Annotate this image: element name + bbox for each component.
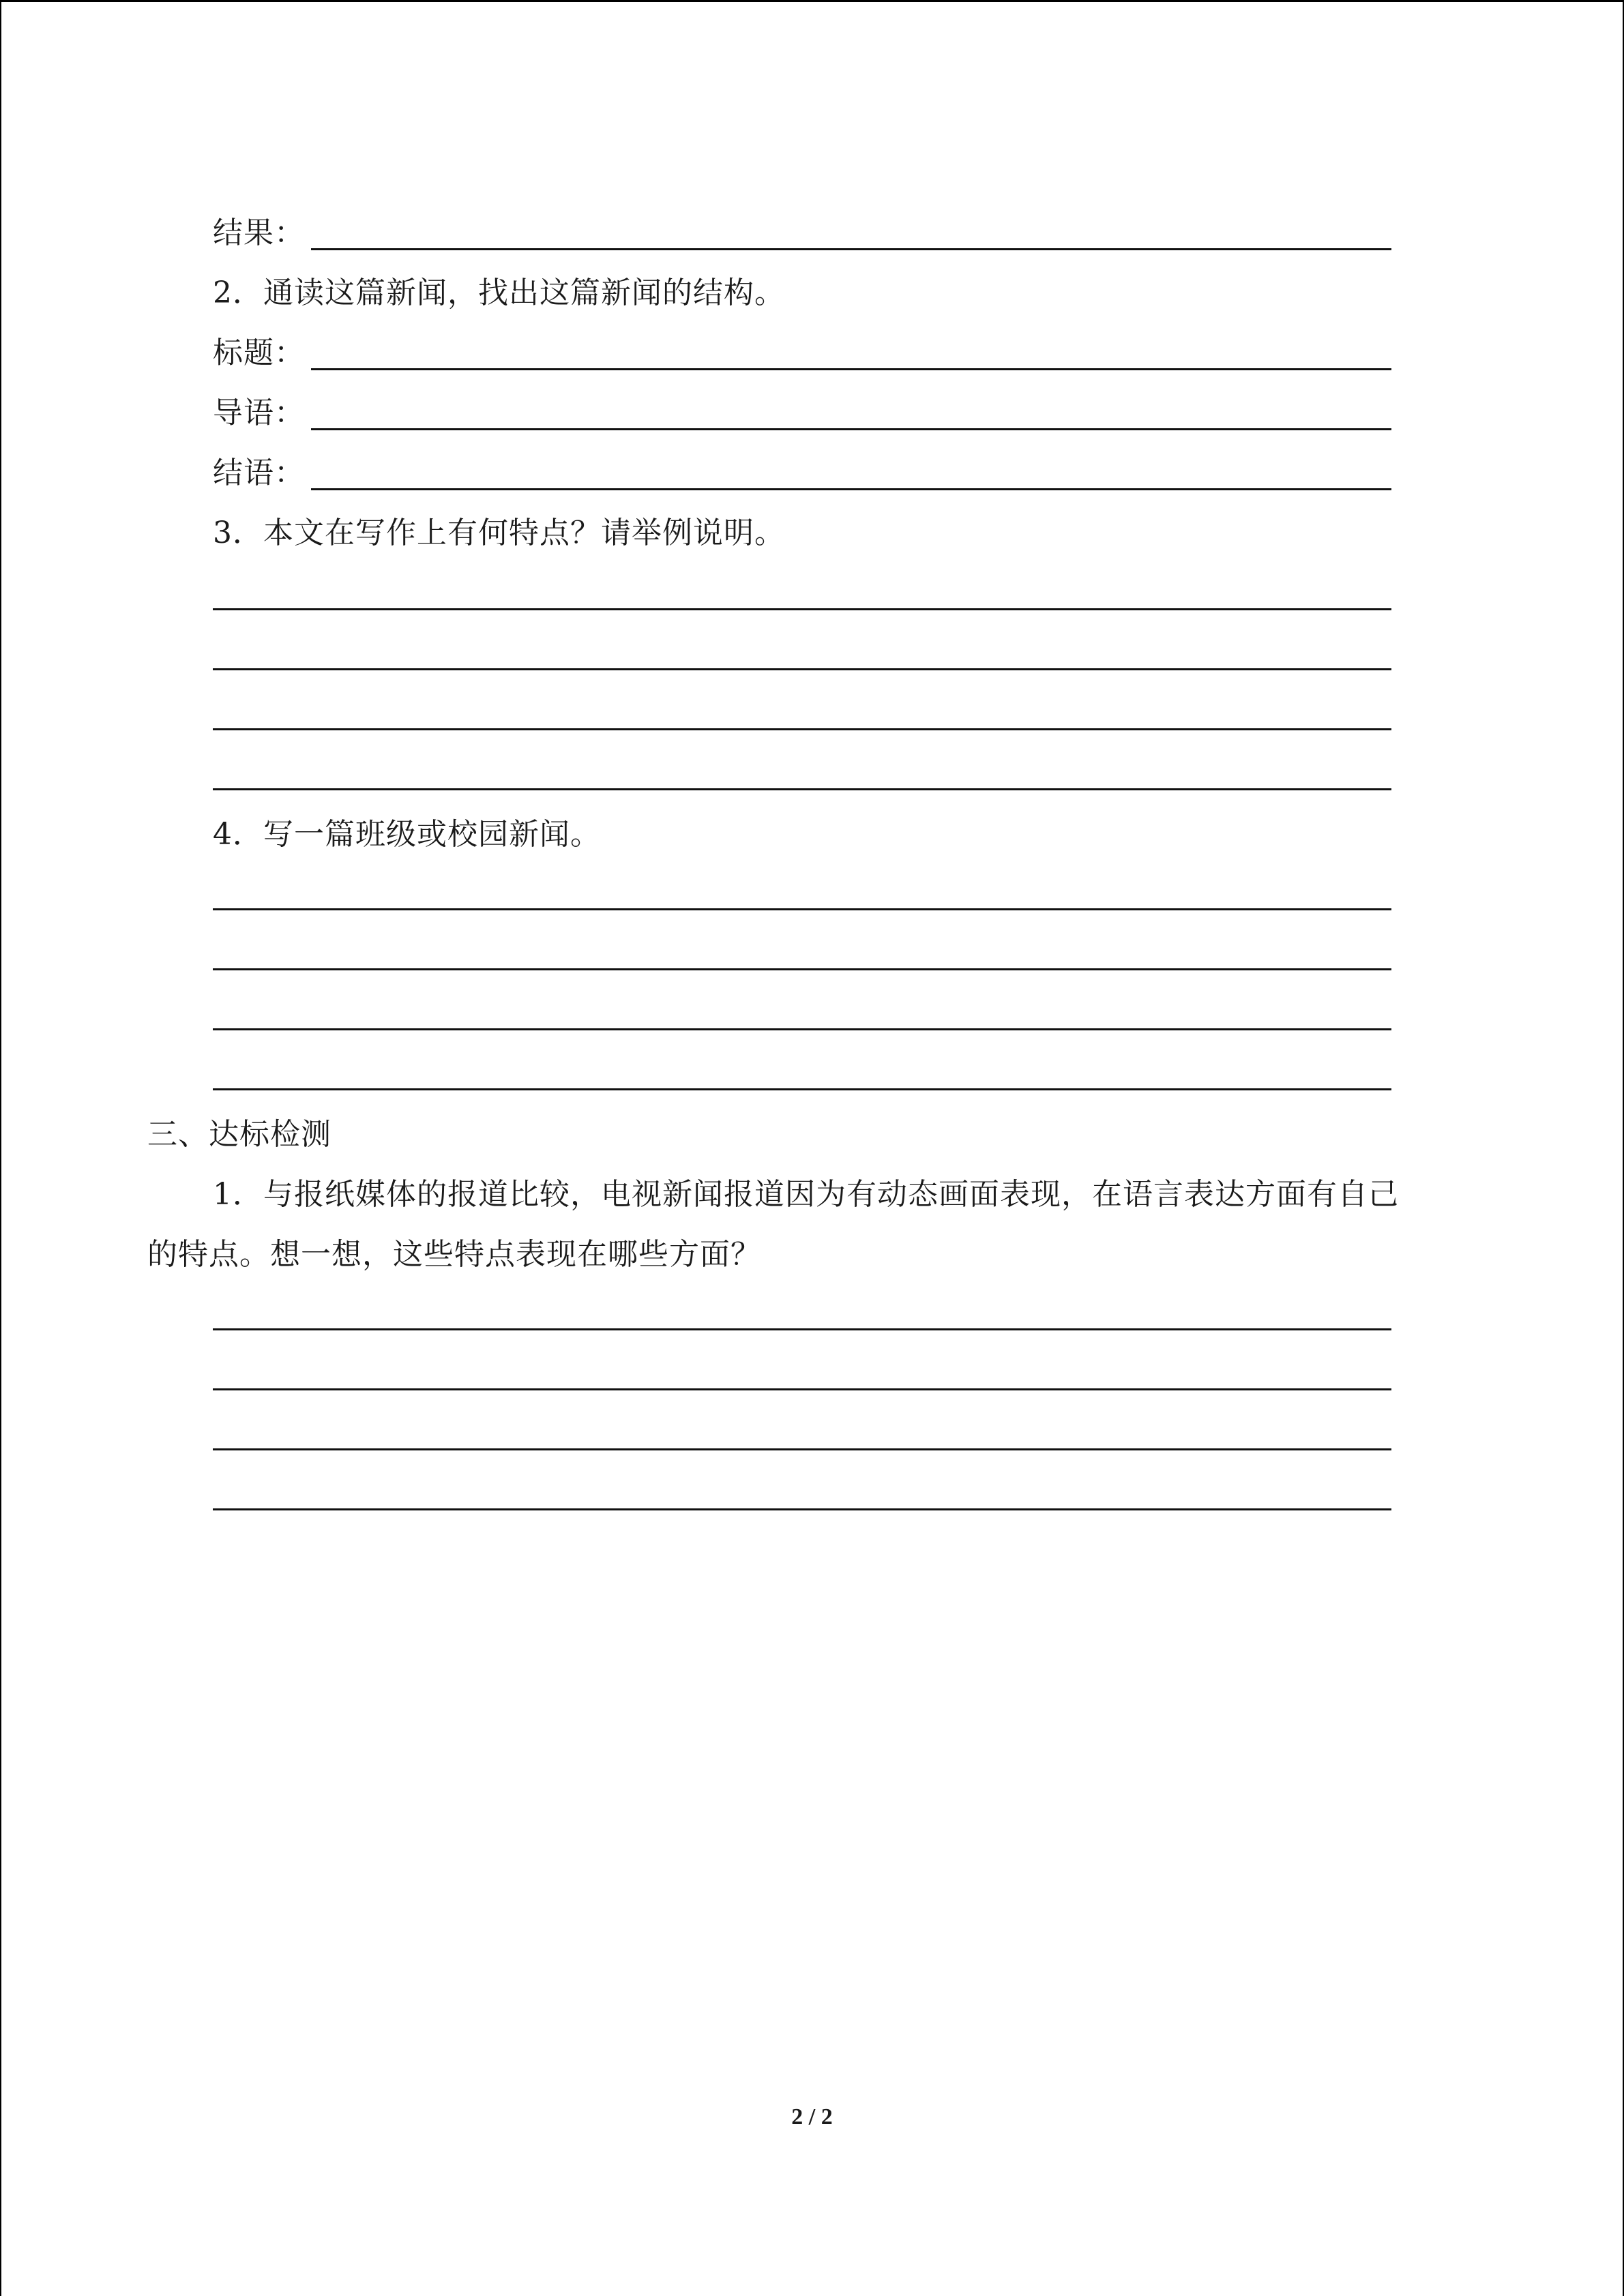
s3-q1-answer-line[interactable]	[213, 1448, 1391, 1450]
question-2: 2．通读这篇新闻，找出这篇新闻的结构。	[213, 275, 785, 310]
question-3: 3．本文在写作上有何特点？请举例说明。	[213, 516, 785, 550]
q4-answer-line[interactable]	[213, 1088, 1391, 1090]
q3-answer-line[interactable]	[213, 788, 1391, 790]
s3-q1-answer-line[interactable]	[213, 1388, 1391, 1390]
title-label: 标题：	[213, 336, 305, 370]
q3-answer-line[interactable]	[213, 608, 1391, 610]
s3-q1-answer-line[interactable]	[213, 1328, 1391, 1330]
result-answer-line[interactable]	[311, 248, 1391, 250]
section-3-heading: 三、达标检测	[147, 1117, 331, 1152]
page-number: 2 / 2	[791, 2104, 833, 2130]
conclusion-answer-line[interactable]	[311, 488, 1391, 490]
s3-q1-answer-line[interactable]	[213, 1508, 1391, 1510]
conclusion-label: 结语：	[213, 456, 305, 490]
q3-answer-line[interactable]	[213, 728, 1391, 730]
q4-answer-line[interactable]	[213, 908, 1391, 910]
lead-answer-line[interactable]	[311, 428, 1391, 430]
section-3-question-1-line-2: 的特点。想一想，这些特点表现在哪些方面？	[147, 1237, 761, 1272]
q4-answer-line[interactable]	[213, 1028, 1391, 1030]
q4-answer-line[interactable]	[213, 968, 1391, 970]
result-label: 结果：	[213, 215, 305, 250]
lead-label: 导语：	[213, 396, 305, 430]
q3-answer-line[interactable]	[213, 668, 1391, 670]
section-3-question-1-line-1: 1．与报纸媒体的报道比较，电视新闻报道因为有动态画面表现，在语言表达方面有自己	[213, 1177, 1399, 1212]
title-answer-line[interactable]	[311, 368, 1391, 370]
question-4: 4．写一篇班级或校园新闻。	[213, 817, 601, 852]
